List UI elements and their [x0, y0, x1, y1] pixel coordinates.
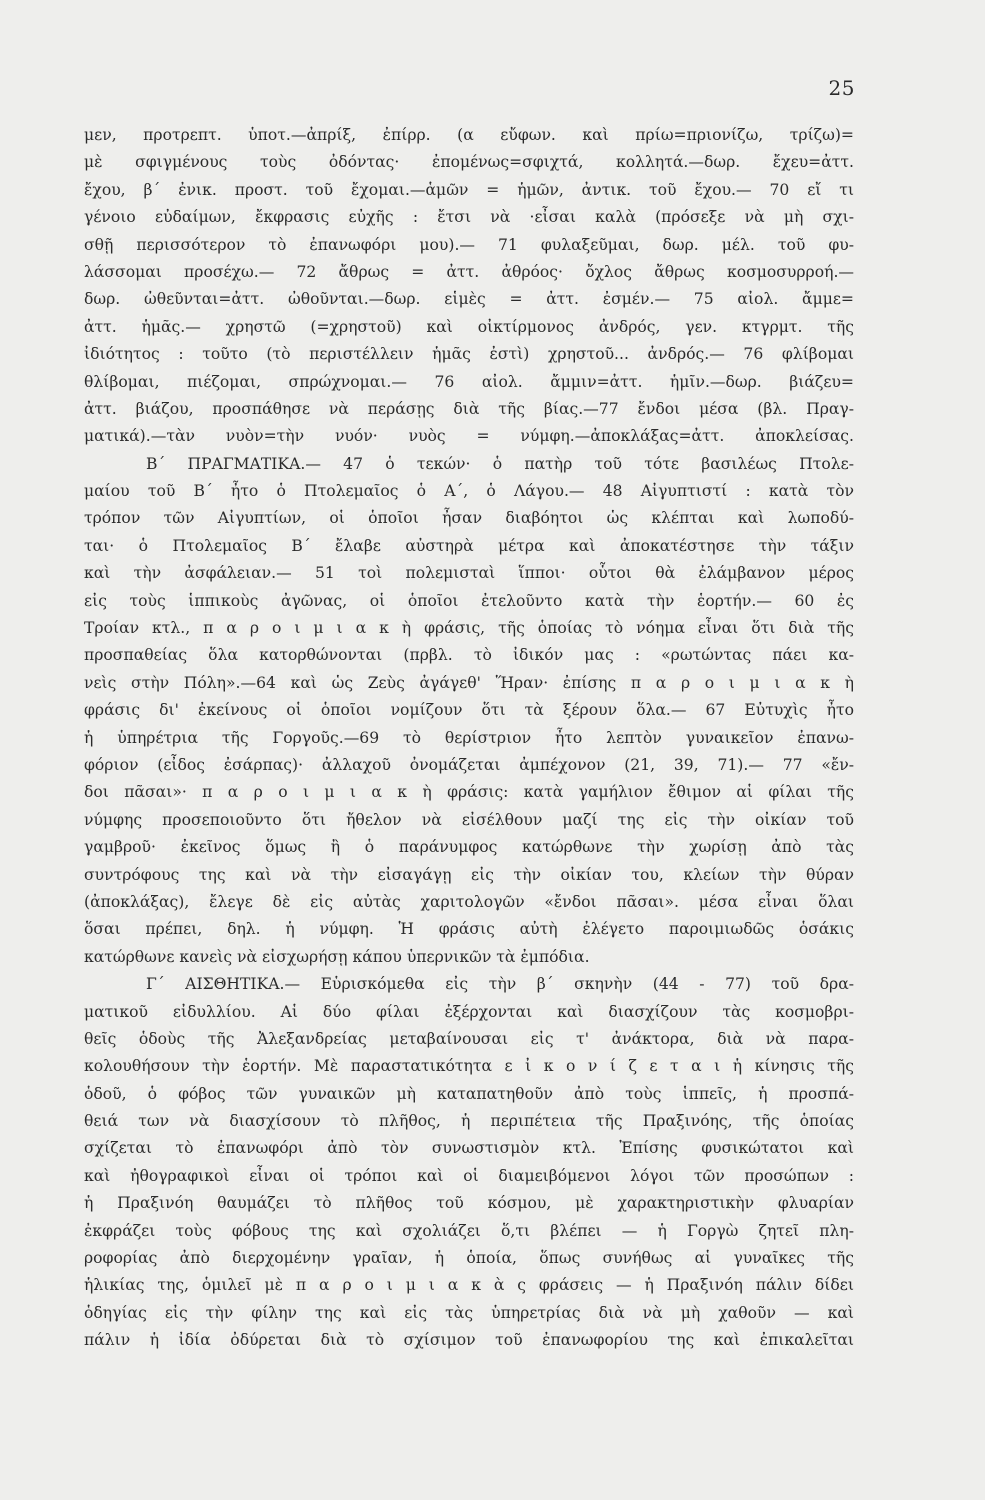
text-line: σθῇ περισσότερον τὸ ἐπανωφόρι μου).— 71 φυλαξεῦμαι, δωρ. μέλ. τοῦ φυ-: [84, 235, 854, 254]
text-line: γένοιο εὐδαίμων, ἔκφρασις εὐχῆς : ἔτσι νὰ ·εἶσαι καλὰ (πρόσεξε νὰ μὴ σχι-: [84, 208, 854, 227]
text-line: τρόπον τῶν Αἰγυπτίων, οἱ ὁποῖοι ἦσαν διαβόητοι ὡς κλέπται καὶ λωποδύ-: [84, 509, 854, 528]
text-line: θεῖς ὁδοὺς τῆς Ἀλεξανδρείας μεταβαίνουσαι εἰς τ' ἀνάκτορα, διὰ νὰ παρα-: [84, 1029, 854, 1048]
text-line: μαίου τοῦ Β΄ ἦτο ὁ Πτολεμαῖος ὁ Α΄, ὁ Λάγου.— 48 Αἰγυπτιστί : κατὰ τὸν: [84, 482, 854, 501]
text-line: ὅσαι πρέπει, δηλ. ἡ νύμφη. Ἡ φράσις αὐτὴ ἐλέγετο παροιμιωδῶς ὁσάκις: [84, 920, 854, 939]
page-number: 25: [828, 76, 855, 100]
text-line: σχίζεται τὸ ἐπανωφόρι ἀπὸ τὸν συνωστισμὸν κτλ. Ἐπίσης φυσικώτατοι καὶ: [84, 1139, 854, 1158]
text-line: καὶ ἠθογραφικοὶ εἶναι οἱ τρόποι καὶ οἱ διαμειβόμενοι λόγοι τῶν προσώπων :: [84, 1166, 854, 1185]
text-line: μὲ σφιγμένους τοὺς ὀδόντας· ἐπομένως=σφιχτά, κολλητά.—δωρ. ἔχευ=ἀττ.: [84, 153, 854, 172]
text-line: θλίβομαι, πιέζομαι, σπρώχνομαι.— 76 αἰολ. ἄμμιν=ἀττ. ἡμῖν.—δωρ. βιάζευ=: [84, 372, 854, 391]
text-line: ἡ ὑπηρέτρια τῆς Γοργοῦς.—69 τὸ θερίστριον ἦτο λεπτὸν γυναικεῖον ἐπανω-: [84, 728, 854, 747]
text-line: θειά των νὰ διασχίσουν τὸ πλῆθος, ἡ περιπέτεια τῆς Πραξινόης, τῆς ὁποίας: [84, 1112, 854, 1131]
text-line: ἡλικίας της, ὁμιλεῖ μὲ π α ρ ο ι μ ι α κ ὰ ς φράσεις — ἡ Πραξινόη πάλιν δίδει: [84, 1276, 854, 1295]
text-line: ροφορίας ἀπὸ διερχομένην γραῖαν, ἡ ὁποία, ὅπως συνήθως αἱ γυναῖκες τῆς: [84, 1249, 854, 1268]
text-line: καὶ τὴν ἀσφάλειαν.— 51 τοὶ πολεμισταὶ ἵπποι· οὗτοι θὰ ἐλάμβανον μέρος: [84, 564, 854, 583]
text-line: νύμφης προσεποιοῦντο ὅτι ἤθελον νὰ εἰσέλθουν μαζί της εἰς τὴν οἰκίαν τοῦ: [84, 810, 854, 829]
text-line: γαμβροῦ· ἐκεῖνος ὅμως ἢ ὁ παράνυμφος κατώρθωνε τὴν χωρίσῃ ἀπὸ τὰς: [84, 838, 854, 857]
text-line: λάσσομαι προσέχω.— 72 ἄθρως = ἀττ. ἀθρόος· ὄχλος ἄθρως κοσμοσυρροή.—: [84, 262, 854, 281]
text-line: ἀττ. ἡμᾶς.— χρηστῶ (=χρηστοῦ) καὶ οἰκτίρμονος ἀνδρός, γεν. κτγρμτ. τῆς: [84, 317, 854, 336]
text-line: ἡ Πραξινόη θαυμάζει τὸ πλῆθος τοῦ κόσμου, μὲ χαρακτηριστικὴν φλυαρίαν: [84, 1194, 854, 1213]
text-line: μεν, προτρεπτ. ὑποτ.—ἀπρίξ, ἐπίρρ. (α εὔφων. καὶ πρίω=πριονίζω, τρίζω)=: [84, 126, 854, 144]
section-heading-aisthitika: Γ΄ ΑΙΣΘΗΤΙΚΑ.— Εὑρισκόμεθα εἰς τὴν β΄ σκηνὴν (44 - 77) τοῦ δρα-: [146, 975, 854, 994]
text-line: ἐκφράζει τοὺς φόβους της καὶ σχολιάζει ὅ,τι βλέπει — ἡ Γοργὼ ζητεῖ πλη-: [84, 1221, 854, 1240]
body-text: [84, 122, 854, 1355]
text-line: δοι πᾶσαι»· π α ρ ο ι μ ι α κ ὴ φράσις: κατὰ γαμήλιον ἔθιμον αἱ φίλαι τῆς: [84, 783, 854, 802]
text-line: (ἀποκλάξας), ἔλεγε δὲ εἰς αὐτὰς χαριτολογῶν «ἔνδοι πᾶσαι». μέσα εἶναι ὅλαι: [84, 892, 854, 911]
text-line: ἀττ. βιάζου, προσπάθησε νὰ περάσῃς διὰ τῆς βίας.—77 ἔνδοι μέσα (βλ. Πραγ-: [84, 399, 854, 418]
text-line: κατώρθωνε κανεὶς νὰ εἰσχωρήσῃ κάπου ὑπερνικῶν τὰ ἐμπόδια.: [84, 947, 590, 966]
text-line: νεὶς στὴν Πόλη».—64 καὶ ὡς Ζεὺς ἀγάγεθ' Ἥραν· ἐπίσης π α ρ ο ι μ ι α κ ὴ: [84, 673, 854, 692]
text-line: ὁδηγίας εἰς τὴν φίλην της καὶ εἰς τὰς ὑπηρετρίας διὰ νὰ μὴ χαθοῦν — καὶ: [84, 1303, 854, 1322]
text-line: πάλιν ἡ ἰδία ὀδύρεται διὰ τὸ σχίσιμον τοῦ ἐπανωφορίου της καὶ ἐπικαλεῖται: [84, 1331, 854, 1350]
text-line: ἰδιότητος : τοῦτο (τὸ περιστέλλειν ἡμᾶς ἐστὶ) χρηστοῦ... ἀνδρός.— 76 φλίβομαι: [84, 345, 854, 364]
text-line: δωρ. ὠθεῦνται=ἀττ. ὠθοῦνται.—δωρ. εἱμὲς = ἀττ. ἐσμέν.— 75 αἰολ. ἄμμε=: [84, 290, 854, 309]
text-line: ματικά).—τὰν νυὸν=τὴν νυόν· νυὸς = νύμφη.—ἀποκλάξας=ἀττ. ἀποκλείσας.: [84, 427, 854, 446]
text-line: ται· ὁ Πτολεμαῖος Β΄ ἔλαβε αὐστηρὰ μέτρα καὶ ἀποκατέστησε τὴν τάξιν: [84, 536, 854, 555]
section-heading-pragmatika: Β΄ ΠΡΑΓΜΑΤΙΚΑ.— 47 ὁ τεκών· ὁ πατὴρ τοῦ τότε βασιλέως Πτολε-: [146, 454, 854, 473]
text-line: ματικοῦ εἰδυλλίου. Αἱ δύο φίλαι ἐξέρχονται καὶ διασχίζουν τὰς κοσμοβρι-: [84, 1002, 854, 1021]
text-line: φράσις δι' ἐκείνους οἱ ὁποῖοι νομίζουν ὅτι τὰ ξέρουν ὅλα.— 67 Εὐτυχὶς ἦτο: [84, 701, 854, 720]
text-line: εἰς τοὺς ἱππικοὺς ἀγῶνας, οἱ ὁποῖοι ἐτελοῦντο κατὰ τὴν ἑορτήν.— 60 ἐς: [84, 591, 854, 610]
text-line: κολουθήσουν τὴν ἑορτήν. Μὲ παραστατικότητα ε ἰ κ ο ν ί ζ ε τ α ι ἡ κίνησις τῆς: [84, 1057, 854, 1076]
text-line: Τροίαν κτλ., π α ρ ο ι μ ι α κ ὴ φράσις, τῆς ὁποίας τὸ νόημα εἶναι ὅτι διὰ τῆς: [84, 619, 854, 638]
text-line: προσπαθείας ὅλα κατορθώνονται (πρβλ. τὸ ἰδικόν μας : «ρωτώντας πάει κα-: [84, 646, 854, 665]
text-line: ἔχου, β΄ ἐνικ. προστ. τοῦ ἔχομαι.—ἁμῶν = ἡμῶν, ἀντικ. τοῦ ἔχου.— 70 εἴ τι: [84, 180, 854, 199]
text-line: ὁδοῦ, ὁ φόβος τῶν γυναικῶν μὴ καταπατηθοῦν ἀπὸ τοὺς ἱππεῖς, ἡ προσπά-: [84, 1084, 854, 1103]
text-line: φόριον (εἶδος ἐσάρπας)· ἀλλαχοῦ ὀνομάζεται ἀμπέχονον (21, 39, 71).— 77 «ἔν-: [84, 755, 854, 774]
text-line: συντρόφους της καὶ νὰ τὴν εἰσαγάγῃ εἰς τὴν οἰκίαν του, κλείων τὴν θύραν: [84, 865, 854, 884]
